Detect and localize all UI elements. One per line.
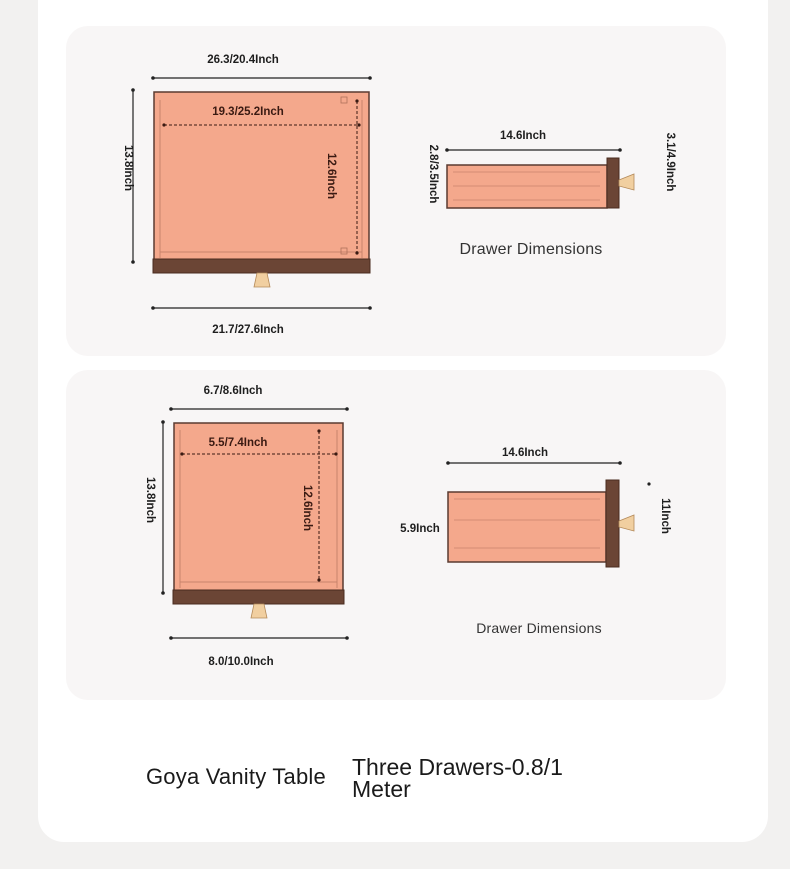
bottom-drawer-side-diagram [400,447,671,636]
knob-icon [619,515,634,531]
cabinet-front-panel [153,259,370,273]
knob-icon [619,174,634,190]
bottom-cabinet-diagram [144,385,349,668]
drawer-box [448,492,606,562]
cabinet-height-label: 13.8Inch [122,144,134,192]
cabinet-top-width-line [169,407,349,411]
cabinet-front-panel [173,590,344,604]
top-cabinet-diagram [122,54,372,336]
drawer-front-panel [606,480,619,567]
cabinet-inner-height-label: 12.6Inch [301,484,313,532]
product-title: Goya Vanity Table [146,764,326,789]
drawer-length-line [446,461,622,465]
knob-icon [251,604,267,618]
drawer-front-height-marker [647,482,650,485]
drawer-length-label: 14.6Inch [501,447,549,459]
cabinet-height-label: 13.8Inch [144,476,156,524]
cabinet-inner-width-label: 19.3/25.2Inch [212,106,284,118]
drawer-front-panel [607,158,619,208]
drawer-box [447,165,607,208]
cabinet-top-width-label: 26.3/20.4Inch [207,54,279,66]
cabinet-top-width-line [151,76,372,80]
cabinet-top-width-label: 6.7/8.6Inch [203,385,263,397]
cabinet-bottom-width-line [169,636,349,640]
drawer-length-line [445,148,622,152]
drawer-dimensions-caption: Drawer Dimensions [459,241,603,258]
drawer-front-height-label: 3.1/4.9Inch [664,132,676,192]
drawer-height-label: 2.8/3.5Inch [427,144,439,204]
drawer-length-label: 14.6Inch [499,130,547,142]
top-drawer-side-diagram [427,130,676,258]
cabinet-inner-height-label: 12.6Inch [325,152,337,200]
knob-icon [254,273,270,287]
cabinet-bottom-width-line [151,306,372,310]
product-subtitle: Three Drawers-0.8/1 Meter [352,754,563,802]
drawer-front-height-label: 11Inch [659,498,671,534]
cabinet-bottom-width-label: 8.0/10.0Inch [208,656,274,668]
drawer-height-label: 5.9Inch [400,523,440,535]
cabinet-height-line [161,420,165,595]
cabinet-inner-width-label: 5.5/7.4Inch [208,437,268,449]
drawer-dimensions-caption: Drawer Dimensions [476,620,602,636]
cabinet-bottom-width-label: 21.7/27.6Inch [212,324,284,336]
